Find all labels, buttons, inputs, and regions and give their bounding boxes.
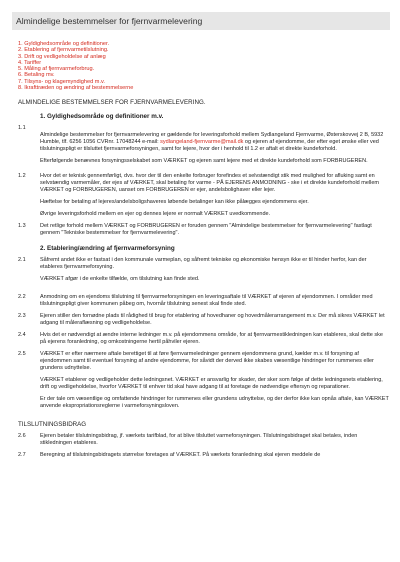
paragraph-1-1 [12, 125, 390, 170]
paragraph-2-7 [12, 452, 390, 464]
paragraph-2-5 [12, 351, 390, 415]
page-title: Almindelige bestemmelser for fjernvarmelevering [16, 16, 203, 26]
paragraph-1-3 [12, 223, 390, 242]
email-link[interactable]: sydlangeland-fjernvarme@mail.dk [160, 139, 244, 146]
paragraph-1-2 [12, 173, 390, 223]
section-1-title: 1. Gyldighedsområde og definitioner m.v. [40, 113, 164, 121]
paragraph-2-3 [12, 313, 390, 332]
paragraph-text: og ejeren af ejendomme, der efter eget ønske eller ved tilslutningspligt er tilsluttet fjernvarmeforsyningen, samt for lejere, hvor der i henhold til 1.2 er aftalt et direkte kundeforhold. [40, 139, 379, 153]
paragraph-number: 2.4 [18, 332, 26, 339]
paragraph-text: VÆRKET afgør i de enkelte tilfælde, om tilslutning kan finde sted. [40, 276, 200, 283]
document-heading: ALMINDELIGE BESTEMMELSER FOR FJERNVARMELEVERING. [18, 99, 206, 107]
paragraph-text: Hæftelse for betaling af lejeres/andelsboligshaveres løbende betalinger kan ikke pålægges ejendommens ejer. [40, 199, 309, 206]
paragraph-2-6 [12, 433, 390, 452]
paragraph-text: Det retlige forhold mellem VÆRKET og FORBRUGEREN er foruden gennem "Almindelige bestemmelser for fjernvarmelevering" fastlagt gennem "Tekniske bestemmelser for fjernvarmelevering". [40, 223, 372, 237]
paragraph-text: Såfremt andet ikke er fastsat i den kommunale varmeplan, og såfremt tekniske og økonomiske hensyn ikke er til hinder herfor, kan der etableres fjernvarmeforsyning. [40, 257, 367, 271]
paragraph-number: 1.3 [18, 223, 26, 230]
paragraph-number: 1.2 [18, 173, 26, 180]
section-1-heading [12, 113, 390, 120]
paragraph-number: 2.7 [18, 452, 26, 459]
toc-link-4[interactable]: 4. Tariffer [18, 59, 42, 66]
paragraph-text: Øvrige leveringsforhold mellem en ejer og dennes lejere er normalt VÆRKET uvedkommende. [40, 211, 271, 218]
paragraph-text: Hvor det er teknisk gennemførligt, dvs. hvor der til den enkelte forbruger forefindes et selvstændigt stik med mulighed for afluking samt en selvstændig varmemåler, der ejes af VÆRKET, skal betaling for varme - PÅ EJERENS ANMODNING - ske i et direkte kundeforhold mellem VÆRKET og FORBRUGEREN, uanset om FORBRUGEREN er ejer, andelsbolighaver eller lejer. [40, 173, 379, 194]
toc-link-2[interactable]: 2. Etablering af fjernvarmetilslutning. [18, 47, 109, 54]
document-page [0, 12, 400, 562]
paragraph-number: 2.3 [18, 313, 26, 320]
paragraph-text: Ejeren betaler tilslutningsbidrag, jf. værkets tarifblad, for at blive tilsluttet varmeforsyningen. Tilslutningsbidraget skal betales, inden stikledningen etableres. [40, 433, 358, 447]
title-band [12, 12, 390, 30]
tilslutningsbidrag-heading: TILSLUTNINGSBIDRAG [18, 421, 87, 429]
paragraph-number: 2.1 [18, 257, 26, 264]
paragraph-2-4 [12, 332, 390, 351]
toc-link-1[interactable]: 1. Gyldighedsområde og definitioner. [18, 41, 110, 47]
paragraph-text: Hvis det er nødvendigt at ændre interne ledninger m.v. på ejendommens område, for at fjernvarmestikledningen kan etableres, skal dette ske på ejerens foranledning, og omkostningerne hertil påhviler ejeren. [40, 332, 383, 346]
paragraph-text: Efterfølgende benævnes forsyningsselskabet som VÆRKET og ejeren samt lejere med et direkte kundeforhold som FORBRUGEREN. [40, 158, 368, 165]
paragraph-text: VÆRKET er efter nærmere aftale berettiget til at føre fjernvarmeledninger gennem ejendommens grund, kælder m.v. til forsyning af ejendommen samt til eventuel forsyning af andre ejendomme, for såvidt der derved ikke skabes væsentlige hindringer for rummenes eller grundens udnyttelse. [40, 351, 374, 372]
paragraph-2-1 [12, 257, 390, 288]
paragraph-text: Anmodning om en ejendoms tilslutning til fjernvarmeforsyningen en leveringsaftale til VÆRKET af ejeren af ejendommen. I områder med tilslutningspligt giver kommunen påbeg om, hvornår tilslutning senest skal finde sted. [40, 294, 373, 308]
paragraph-number: 1.1 [18, 125, 26, 132]
toc-link-8[interactable]: 8. Ikrafttræden og ændring af bestemmelserne [18, 85, 134, 92]
section-2-title: 2. Etablering/ændring af fjernvarmeforsyning [40, 245, 175, 253]
paragraph-text: VÆRKET etablerer og vedligeholder dette ledningsnet. VÆRKET er ansvarlig for skader, der sker som følge af dette ledningsnets etablering, drift og vedligeholdelse, hvorfor VÆRKET til enhver tid skal have adgang til at foretage de nødvendige eftersyn og reparationer. [40, 377, 383, 391]
paragraph-number: 2.2 [18, 294, 26, 301]
paragraph-2-2 [12, 294, 390, 313]
paragraph-text: Beregning af tilslutningsbidragets størrelse foretages af VÆRKET. På værkets foranledning skal ejeren meddele de [40, 452, 321, 459]
toc-link-5[interactable]: 5. Måling af fjernvarmeforbrug. [18, 66, 95, 73]
paragraph-text: Almindelige bestemmelser for fjernvarmelevering er gældende for leveringsforhold mellem Sydlangeland Fjernvarme, Østerskovvej 2 B, 5932 Humble, tlf. 6256 1056 CVRnr. 17048244 e-mail: [40, 132, 384, 146]
section-2-heading [12, 245, 390, 252]
paragraph-number: 2.5 [18, 351, 26, 358]
paragraph-text: Er der tale om væsentlige og omfattende hindringer for rummenes eller grundens udnyttelse, og der derfor ikke kan opnås aftale, kan VÆRKET anvende ekspropriationsreglerne i varmeforsyningsloven. [40, 396, 389, 410]
toc-link-7[interactable]: 7. Tilsyns- og klagemyndighed m.v. [18, 78, 105, 85]
paragraph-text: Ejeren stiller den fornødne plads til rådighed til brug for etablering af hovedhaner og hovedmålerarrangement m.v. Der må sikres VÆRKET let adgang til måleraflæsning og vedligeholdelse. [40, 313, 385, 327]
toc-link-6[interactable]: 6. Betaling mv. [18, 72, 55, 79]
paragraph-number: 2.6 [18, 433, 26, 440]
toc-link-3[interactable]: 3. Drift og vedligeholdelse af anlæg [18, 53, 106, 60]
table-of-contents [12, 41, 390, 91]
